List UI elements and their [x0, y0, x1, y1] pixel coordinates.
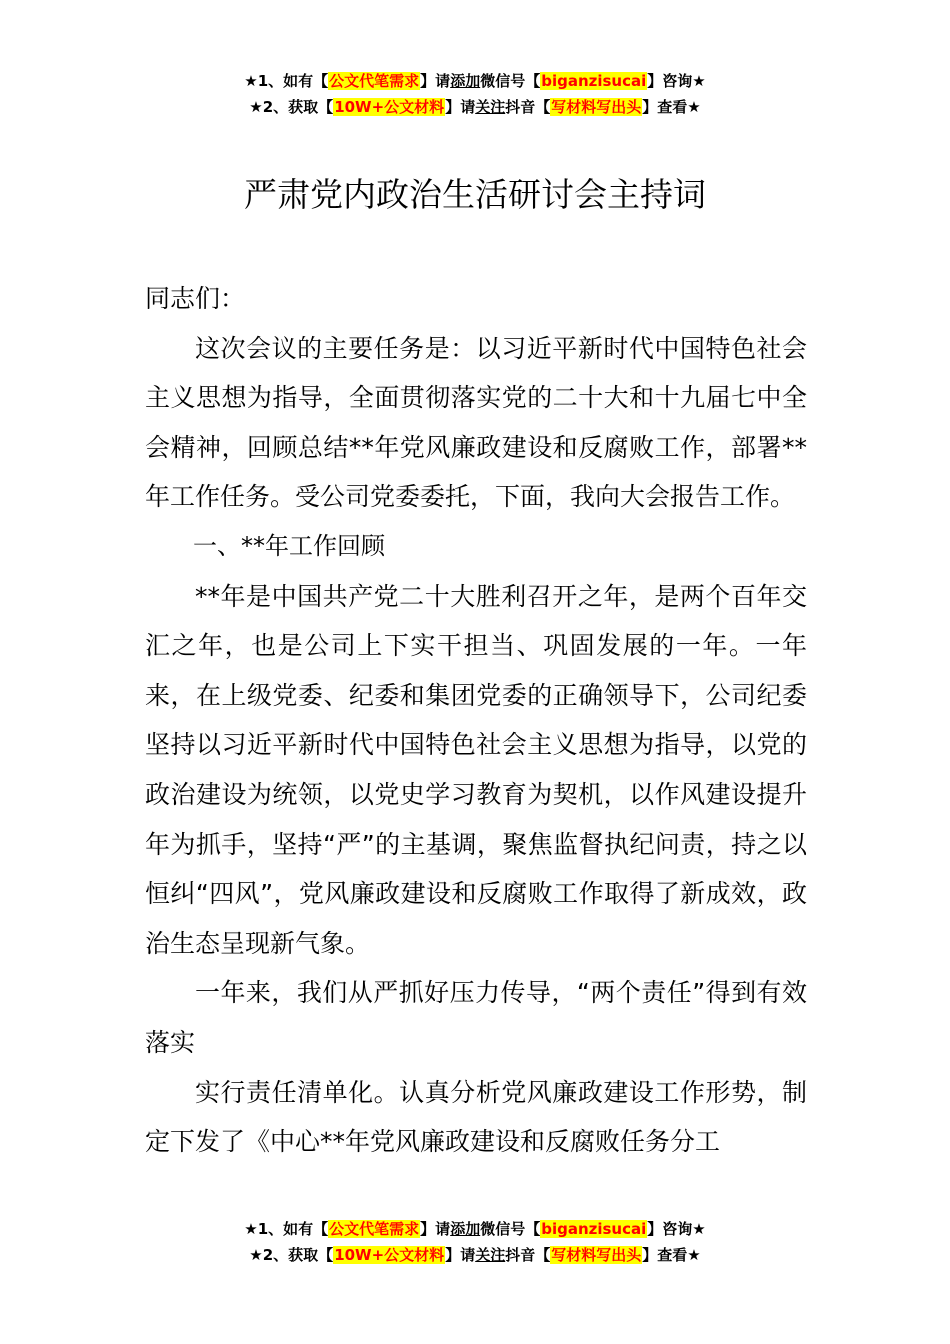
- footer-line-2-mid: 】请: [445, 1246, 476, 1264]
- footer-line-1-highlight-service: 公文代笔需求: [329, 1220, 420, 1238]
- banner-line-2-prefix: ★2、获取【: [249, 98, 334, 116]
- header-banner: [0, 68, 950, 120]
- paragraph-year-review: **年是中国共产党二十大胜利召开之年，是两个百年交汇之年，也是公司上下实干担当、巩固发展的一年。一年来，在上级党委、纪委和集团党委的正确领导下，公司纪委坚持以习近平新时代中国特色社会主义思想为指导，以党的政治建设为统领，以党史学习教育为契机，以作风建设提升年为抓手，坚持“严”的主基调，聚焦监督执纪问责，持之以恒纠“四风”，党风廉政建设和反腐败工作取得了新成效，政治生态呈现新气象。: [145, 581, 807, 958]
- footer-line-1-mid2: 微信号【: [480, 1220, 541, 1238]
- paragraph-pressure-transmission: 一年来，我们从严抓好压力传导，“两个责任”得到有效落实: [145, 978, 807, 1057]
- footer-line-1-highlight-wechat: biganzisucai: [541, 1220, 647, 1238]
- banner-line-2-highlight-materials: 10W+公文材料: [334, 98, 445, 116]
- banner-line-1-highlight-wechat: biganzisucai: [541, 72, 647, 90]
- footer-banner: [0, 1216, 950, 1268]
- document-body: [145, 274, 807, 1167]
- footer-line-2-suffix: 】查看★: [642, 1246, 701, 1264]
- footer-line-2-underline: 关注: [475, 1246, 506, 1264]
- banner-line-2-highlight-douyin: 写材料写出头: [551, 98, 642, 116]
- footer-line-1-underline: 添加: [450, 1220, 481, 1238]
- footer-banner-line-2: [0, 1242, 950, 1268]
- section-heading-review: 一、**年工作回顾: [193, 531, 385, 560]
- footer-line-2-highlight-materials: 10W+公文材料: [334, 1246, 445, 1264]
- banner-line-2-suffix: 】查看★: [642, 98, 701, 116]
- banner-line-1-highlight-service: 公文代笔需求: [329, 72, 420, 90]
- document-title: 严肃党内政治生活研讨会主持词: [244, 175, 706, 214]
- banner-line-1-mid2: 微信号【: [480, 72, 541, 90]
- banner-line-2-mid: 】请: [445, 98, 476, 116]
- footer-line-2-mid2: 抖音【: [505, 1246, 551, 1264]
- footer-banner-line-1: [0, 1216, 950, 1242]
- paragraph-responsibility-list: 实行责任清单化。认真分析党风廉政建设工作形势，制定下发了《中心**年党风廉政建设和反腐败任务分工: [145, 1077, 807, 1157]
- footer-line-1-prefix: ★1、如有【: [244, 1220, 329, 1238]
- footer-line-2-highlight-douyin: 写材料写出头: [551, 1246, 642, 1264]
- paragraph-meeting-task: 这次会议的主要任务是：以习近平新时代中国特色社会主义思想为指导，全面贯彻落实党的二十大和十九届七中全会精神，回顾总结**年党风廉政建设和反腐败工作，部署**年工作任务。受公司党委委托，下面，我向大会报告工作。: [145, 333, 807, 512]
- banner-line-2: [0, 94, 950, 120]
- banner-line-2-underline: 关注: [475, 98, 506, 116]
- banner-line-1: [0, 68, 950, 94]
- footer-line-1-mid: 】请: [420, 1220, 451, 1238]
- banner-line-1-underline: 添加: [450, 72, 481, 90]
- banner-line-1-mid: 】请: [420, 72, 451, 90]
- footer-line-1-suffix: 】咨询★: [647, 1220, 706, 1238]
- footer-line-2-prefix: ★2、获取【: [249, 1246, 334, 1264]
- banner-line-2-mid2: 抖音【: [505, 98, 551, 116]
- salutation: 同志们：: [145, 284, 246, 313]
- banner-line-1-prefix: ★1、如有【: [244, 72, 329, 90]
- banner-line-1-suffix: 】咨询★: [647, 72, 706, 90]
